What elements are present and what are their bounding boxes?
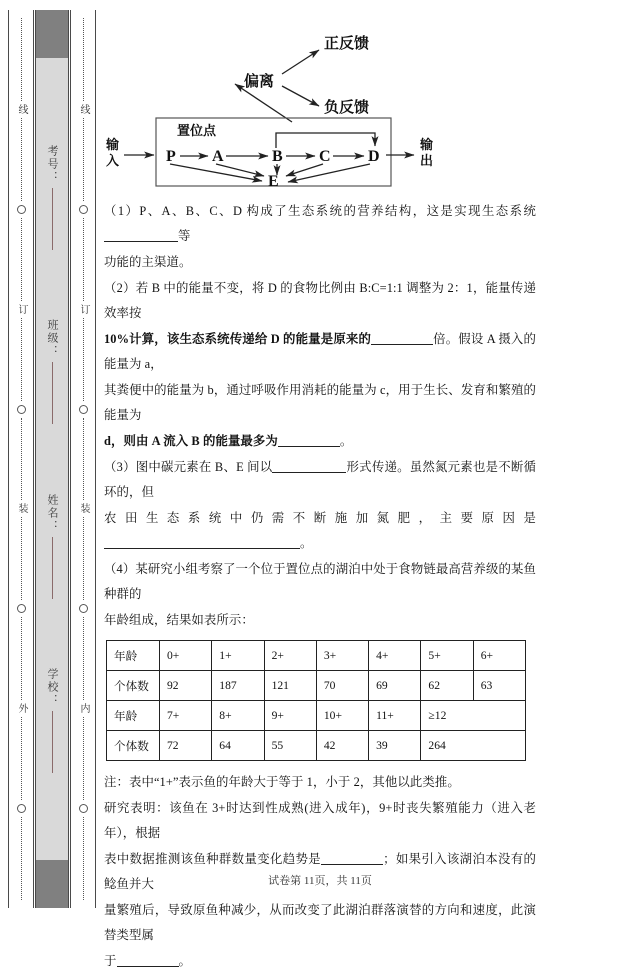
q2-text-a: 10%计算，该生态系统传递给 D 的能量是原来的 bbox=[104, 332, 372, 346]
row-header-age-1: 年龄 bbox=[107, 641, 160, 671]
node-A: A bbox=[212, 148, 224, 165]
dotted-segment bbox=[21, 517, 22, 600]
table-note: 注：表中“1+”表示鱼的年龄大于等于 1，小于 2，其他以此类推。 bbox=[104, 775, 460, 789]
seal-ring-icon bbox=[17, 405, 26, 414]
cell-count-7plus: 72 bbox=[160, 731, 212, 761]
class-field[interactable] bbox=[44, 319, 60, 424]
fish-age-structure-table bbox=[106, 640, 526, 761]
exam-number-rule bbox=[52, 188, 53, 250]
seal-mark-inside: 内 bbox=[78, 703, 89, 715]
school-label: 学校： bbox=[46, 667, 58, 707]
name-rule bbox=[52, 537, 53, 599]
feedback-regulation-diagram bbox=[104, 18, 536, 193]
seal-column-outer bbox=[8, 10, 34, 908]
seal-column-inner bbox=[70, 10, 96, 908]
dotted-segment bbox=[83, 318, 84, 401]
cell-age-2plus: 2+ bbox=[264, 641, 316, 671]
row-header-count-1: 个体数 bbox=[107, 671, 160, 701]
study-answer-blank-2[interactable] bbox=[117, 966, 179, 967]
deviation-label: 偏离 bbox=[244, 72, 275, 90]
seal-mark-bind: 订 bbox=[78, 303, 89, 315]
row-header-age-2: 年龄 bbox=[107, 701, 160, 731]
table-row bbox=[107, 731, 526, 761]
dotted-segment bbox=[21, 218, 22, 301]
cell-count-0plus: 92 bbox=[160, 671, 212, 701]
q1-text-b: 等 bbox=[178, 229, 191, 243]
dotted-segment bbox=[83, 218, 84, 301]
seal-ring-icon bbox=[17, 804, 26, 813]
study-line-4 bbox=[104, 949, 536, 974]
input-label-char2: 入 bbox=[106, 154, 120, 169]
output-label-char1: 输 bbox=[420, 138, 434, 153]
arrow-deviation-to-negative bbox=[282, 86, 319, 106]
study-text-d: 。 bbox=[178, 954, 191, 968]
dotted-segment bbox=[21, 717, 22, 800]
cell-age-3plus: 3+ bbox=[316, 641, 368, 671]
seal-ring-icon bbox=[17, 604, 26, 613]
q3-text-b: 形式传递。虽然氮元素也是不断循环的，但 bbox=[104, 460, 537, 499]
negative-feedback-label: 负反馈 bbox=[324, 98, 370, 116]
name-label: 姓名： bbox=[46, 493, 58, 533]
q1-answer-blank[interactable] bbox=[104, 241, 178, 242]
question-2-line-2 bbox=[104, 327, 536, 377]
node-E: E bbox=[268, 173, 279, 190]
cell-age-0plus: 0+ bbox=[160, 641, 212, 671]
question-3-line-2 bbox=[104, 506, 536, 556]
q3-text-a: （3）图中碳元素在 B、E 间以 bbox=[104, 460, 273, 474]
seal-mark-seal: 装 bbox=[16, 503, 27, 515]
q2-text-d: 。 bbox=[339, 434, 353, 448]
seal-ring-icon bbox=[79, 604, 88, 613]
cell-age-7plus: 7+ bbox=[160, 701, 212, 731]
cell-age-4plus: 4+ bbox=[369, 641, 421, 671]
strip-cap-top bbox=[36, 10, 68, 58]
cell-age-8plus: 8+ bbox=[212, 701, 264, 731]
q2-text-c: d，则由 A 流入 B 的能量最多为 bbox=[104, 434, 278, 448]
cell-count-1plus: 187 bbox=[212, 671, 264, 701]
cell-age-12plus: ≥12 bbox=[421, 701, 526, 731]
cell-age-6plus: 6+ bbox=[473, 641, 525, 671]
cell-count-4plus: 69 bbox=[369, 671, 421, 701]
seal-ring-icon bbox=[79, 205, 88, 214]
positive-feedback-label: 正反馈 bbox=[324, 34, 370, 52]
study-line-1: 研究表明：该鱼在 3+时达到性成熟(进入成年)，9+时丧失繁殖能力（进入老年），根据 bbox=[104, 801, 536, 840]
study-line-3: 量繁殖后，导致原鱼种减少，从而改变了此湖泊群落演替的方向和速度，此演替类型属 bbox=[104, 903, 536, 942]
arrow-B-to-D-bypass bbox=[276, 133, 375, 148]
cell-age-9plus: 9+ bbox=[264, 701, 316, 731]
cell-count-5plus: 62 bbox=[421, 671, 473, 701]
cell-count-11plus: 39 bbox=[369, 731, 421, 761]
class-rule bbox=[52, 362, 53, 424]
arrow-D-to-E bbox=[288, 164, 370, 182]
question-3-line-1 bbox=[104, 455, 536, 505]
seal-binding-margin bbox=[8, 10, 94, 908]
dotted-segment bbox=[21, 617, 22, 700]
input-label-char1: 输 bbox=[106, 138, 120, 153]
q2-answer-blank-1[interactable] bbox=[371, 344, 433, 345]
q3-text-c: 农田生态系统中仍需不断施加氮肥，主要原因是 bbox=[104, 511, 536, 525]
cell-count-6plus: 63 bbox=[473, 671, 525, 701]
cell-count-9plus: 55 bbox=[264, 731, 316, 761]
study-text-b: ；如果引入该湖泊本没有的鲶鱼并大 bbox=[104, 852, 537, 891]
cell-count-8plus: 64 bbox=[212, 731, 264, 761]
node-P: P bbox=[166, 148, 176, 165]
question-4-line-2: 年龄组成，结果如表所示： bbox=[104, 613, 254, 627]
school-field[interactable] bbox=[44, 668, 60, 773]
class-label: 班级： bbox=[46, 319, 58, 359]
dotted-segment bbox=[83, 118, 84, 201]
row-header-count-2: 个体数 bbox=[107, 731, 160, 761]
exam-number-field[interactable] bbox=[44, 145, 60, 250]
study-answer-blank-1[interactable] bbox=[321, 864, 383, 865]
student-info-strip bbox=[35, 10, 69, 908]
seal-mark-line: 线 bbox=[16, 103, 27, 115]
cell-age-10plus: 10+ bbox=[316, 701, 368, 731]
dotted-segment bbox=[83, 717, 84, 800]
dotted-segment bbox=[83, 18, 84, 101]
cell-age-11plus: 11+ bbox=[369, 701, 421, 731]
q1-text-a: （1）P、A、B、C、D 构成了生态系统的营养结构，这是实现生态系统 bbox=[104, 204, 536, 218]
table-row bbox=[107, 701, 526, 731]
q2-answer-blank-2[interactable] bbox=[278, 446, 340, 447]
q3-answer-blank-1[interactable] bbox=[272, 472, 346, 473]
q3-text-d: 。 bbox=[300, 536, 313, 550]
node-D: D bbox=[368, 148, 380, 165]
seal-mark-outside: 外 bbox=[16, 703, 27, 715]
name-field[interactable] bbox=[44, 494, 60, 599]
dotted-segment bbox=[83, 418, 84, 501]
seal-ring-icon bbox=[79, 405, 88, 414]
table-row bbox=[107, 671, 526, 701]
exam-number-label: 考号： bbox=[46, 145, 58, 185]
set-point-label: 置位点 bbox=[177, 124, 217, 139]
school-rule bbox=[52, 711, 53, 773]
cell-count-12plus: 264 bbox=[421, 731, 526, 761]
dotted-segment bbox=[83, 517, 84, 600]
question-2-line-4 bbox=[104, 429, 536, 454]
seal-mark-bind: 订 bbox=[16, 303, 27, 315]
seal-mark-line: 线 bbox=[78, 103, 89, 115]
seal-mark-seal: 装 bbox=[78, 503, 89, 515]
dotted-segment bbox=[21, 418, 22, 501]
dotted-segment bbox=[21, 18, 22, 101]
cell-age-5plus: 5+ bbox=[421, 641, 473, 671]
node-B: B bbox=[272, 148, 283, 165]
output-label-char2: 出 bbox=[420, 154, 434, 169]
cell-count-2plus: 121 bbox=[264, 671, 316, 701]
question-2-line-3: 其粪便中的能量为 b，通过呼吸作用消耗的能量为 c，用于生长、发育和繁殖的能量为 bbox=[104, 383, 536, 422]
question-2-line-1: （2）若 B 中的能量不变，将 D 的食物比例由 B:C=1:1 调整为 2：1，能量传递效率按 bbox=[104, 281, 536, 320]
cell-age-1plus: 1+ bbox=[212, 641, 264, 671]
study-text-c: 于 bbox=[104, 954, 117, 968]
question-1-line-2: 功能的主渠道。 bbox=[104, 255, 192, 269]
dotted-segment bbox=[21, 118, 22, 201]
question-content bbox=[104, 18, 536, 975]
arrow-C-to-E bbox=[286, 164, 323, 176]
q2-text-b: 倍。假设 A 摄入的能量为 a， bbox=[104, 332, 536, 371]
arrow-deviation-to-positive bbox=[282, 50, 319, 74]
dotted-segment bbox=[21, 318, 22, 401]
seal-ring-icon bbox=[17, 205, 26, 214]
node-C: C bbox=[319, 148, 331, 165]
cell-count-3plus: 70 bbox=[316, 671, 368, 701]
dotted-segment bbox=[83, 617, 84, 700]
study-text-a: 表中数据推测该鱼种群数量变化趋势是 bbox=[104, 852, 322, 866]
page-footer: 试卷第 11页，共 11页 bbox=[268, 875, 372, 887]
question-4-line-1: （4）某研究小组考察了一个位于置位点的湖泊中处于食物链最高营养级的某鱼种群的 bbox=[104, 562, 536, 601]
q3-answer-blank-2[interactable] bbox=[104, 548, 300, 549]
question-1-line-1 bbox=[104, 199, 536, 249]
seal-ring-icon bbox=[79, 804, 88, 813]
cell-count-10plus: 42 bbox=[316, 731, 368, 761]
table-row bbox=[107, 641, 526, 671]
